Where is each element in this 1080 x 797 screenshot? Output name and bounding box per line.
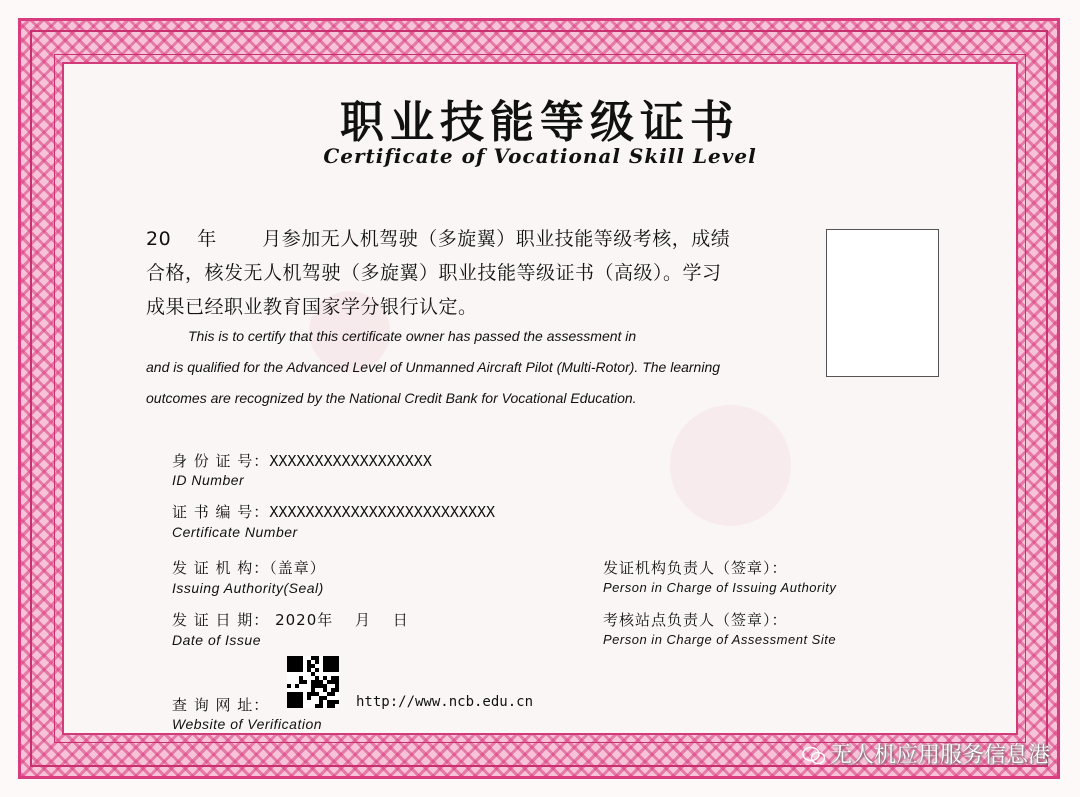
site-person-label: 考核站点负责人（签章）： (603, 611, 788, 629)
issuing-authority-label-en: Issuing Authority(Seal) (172, 580, 324, 596)
qr-module (315, 660, 319, 664)
certificate-number-label-en: Certificate Number (172, 524, 298, 540)
website-label: 查 询 网 址： (172, 696, 270, 714)
body-chinese-line-3: 成果已经职业教育国家学分银行认定。 (146, 296, 478, 318)
date-of-issue-label: 发 证 日 期： 2020年 月 日 (172, 611, 409, 629)
website-url[interactable]: http://www.ncb.edu.cn (356, 694, 534, 710)
issuer-person-label: 发证机构负责人（签章）： (603, 559, 788, 577)
body-chinese-line-1: 20 年 月参加无人机驾驶（多旋翼）职业技能等级考核，成绩 (146, 228, 731, 250)
qr-module (331, 692, 335, 696)
qr-module (315, 668, 319, 672)
qr-module (319, 704, 323, 708)
photo-placeholder (826, 229, 939, 377)
qr-module (335, 688, 339, 692)
issuer-person-label-en: Person in Charge of Issuing Authority (603, 580, 837, 595)
id-number-label: 身 份 证 号： (172, 452, 270, 470)
qr-module (335, 668, 339, 672)
qr-module (287, 684, 291, 688)
wechat-icon (802, 746, 826, 766)
title-english: Certificate of Vocational Skill Level (323, 144, 757, 168)
qr-module (335, 700, 339, 704)
watermark (802, 738, 1050, 769)
qr-module (331, 704, 335, 708)
certificate-number-value: XXXXXXXXXXXXXXXXXXXXXXXXX (269, 503, 496, 521)
title-chinese: 职业技能等级证书 (340, 97, 740, 148)
body-english-line-3: outcomes are recognized by the National Credit Bank for Vocational Education. (146, 390, 637, 406)
site-person-label-en: Person in Charge of Assessment Site (603, 632, 837, 647)
qr-module (307, 696, 311, 700)
body-english-line-2: and is qualified for the Advanced Level of Unmanned Aircraft Pilot (Multi-Rotor). The learning (146, 359, 721, 375)
qr-module (299, 668, 303, 672)
body-chinese-line-2: 合格，核发无人机驾驶（多旋翼）职业技能等级证书（高级）。学习 (146, 262, 722, 284)
qr-module (303, 680, 307, 684)
watermark-text: 无人机应用服务信息港 (829, 743, 1050, 768)
date-of-issue-label-en: Date of Issue (172, 632, 261, 648)
id-number-label-en: ID Number (172, 472, 245, 488)
qr-module (299, 704, 303, 708)
issuing-authority-label: 发 证 机 构：（盖章） (172, 559, 326, 577)
certificate-number-label: 证 书 编 号： (172, 503, 270, 521)
qr-module (295, 684, 299, 688)
qr-code (287, 656, 339, 708)
id-number-value: XXXXXXXXXXXXXXXXXX (269, 452, 432, 470)
body-english-line-1: This is to certify that this certificate owner has passed the assessment in (188, 328, 637, 344)
website-label-en: Website of Verification (172, 716, 323, 732)
id-number-field (172, 450, 432, 471)
certificate-number-field (172, 501, 495, 522)
